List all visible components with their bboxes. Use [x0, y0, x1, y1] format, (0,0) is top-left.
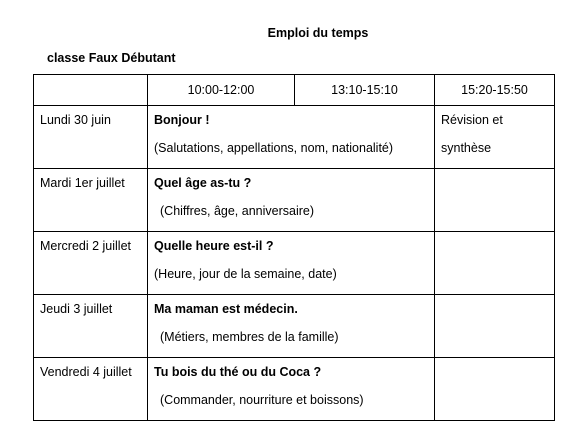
table-row — [34, 169, 555, 232]
lesson-cell — [148, 106, 435, 169]
day-label: Jeudi 3 juillet — [40, 302, 113, 316]
day-label: Vendredi 4 juillet — [40, 365, 132, 379]
day-cell — [34, 106, 148, 169]
class-name: classe Faux Débutant — [47, 51, 176, 65]
document-title: Emploi du temps — [267, 26, 369, 40]
empty-cell — [435, 169, 555, 232]
lesson-title: Quel âge as-tu ? — [154, 176, 252, 190]
header-time-slot-1: 10:00-12:00 — [148, 75, 295, 106]
lesson-cell — [148, 169, 435, 232]
day-label: Mardi 1er juillet — [40, 176, 125, 190]
day-label: Lundi 30 juin — [40, 113, 111, 127]
lesson-topics: (Commander, nourriture et boissons) — [160, 393, 364, 407]
table-row — [34, 106, 555, 169]
header-time-slot-3: 15:20-15:50 — [435, 75, 555, 106]
header-day-cell — [34, 75, 148, 106]
lesson-topics: (Heure, jour de la semaine, date) — [154, 267, 337, 281]
lesson-topics: (Chiffres, âge, anniversaire) — [160, 204, 315, 218]
table-row — [34, 358, 555, 421]
table-row — [34, 295, 555, 358]
lesson-title: Tu bois du thé ou du Coca ? — [154, 365, 322, 379]
lesson-title: Bonjour ! — [154, 113, 210, 127]
empty-cell — [435, 358, 555, 421]
empty-cell — [435, 232, 555, 295]
day-label: Mercredi 2 juillet — [40, 239, 132, 253]
lesson-title: Ma maman est médecin. — [154, 302, 298, 316]
lesson-cell — [148, 232, 435, 295]
table-row — [34, 232, 555, 295]
header-time-slot-2: 13:10-15:10 — [295, 75, 435, 106]
lesson-topics: (Salutations, appellations, nom, nationalité) — [154, 141, 394, 155]
day-cell — [34, 169, 148, 232]
lesson-topics: (Métiers, membres de la famille) — [160, 330, 339, 344]
schedule-table — [33, 74, 555, 421]
review-cell — [435, 106, 555, 169]
day-cell — [34, 295, 148, 358]
review-label-line1: Révision et — [441, 113, 503, 127]
lesson-cell — [148, 295, 435, 358]
lesson-title: Quelle heure est-il ? — [154, 239, 274, 253]
empty-cell — [435, 295, 555, 358]
day-cell — [34, 358, 148, 421]
header-row — [34, 75, 555, 106]
review-label-line2: synthèse — [441, 141, 492, 155]
lesson-cell — [148, 358, 435, 421]
day-cell — [34, 232, 148, 295]
